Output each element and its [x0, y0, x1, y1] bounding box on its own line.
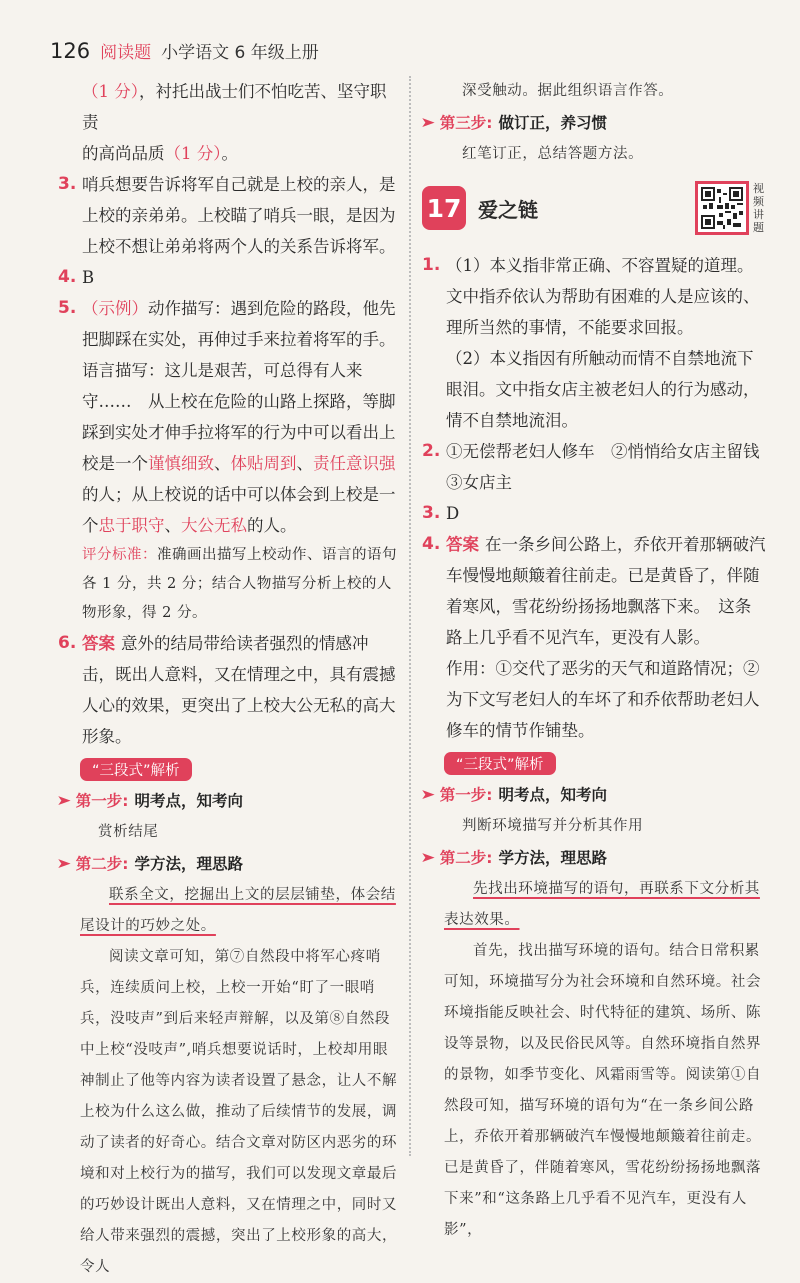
answer-text [446, 529, 767, 653]
answer-text: 。 [221, 144, 238, 163]
answer-text: B [82, 268, 95, 287]
underlined-note: 联系全文，挖掘出上文的层层铺垫，体会结尾设计的巧妙之处。 [80, 887, 396, 934]
step-title: 明考点，知考向 [498, 786, 607, 804]
step-1-note: 赏析结尾 [98, 824, 159, 840]
answer-item-2 [422, 436, 776, 498]
step-2-heading [422, 842, 767, 874]
answer-item-4 [58, 262, 398, 293]
question-number: 4. [422, 534, 441, 554]
arrow-icon: ➤ [56, 793, 72, 809]
key-phrase: 体贴周到 [230, 454, 297, 473]
answer-text: D [446, 504, 460, 523]
lesson-title: 爱之链 [478, 197, 538, 222]
answer-segment: 动作描写：遇到危险的路段，他先把脚踩在实处，再伸过手来拉着将军的手。 语言描写：这儿是艰苦，可总得有人来守…… 从上校在危险的山路上探路，等脚踩到实处才伸手拉将军的行为中可以看出上校是一个 [82, 299, 404, 473]
answer-segment: 的人。 [247, 516, 297, 535]
question-number: 3. [422, 503, 441, 523]
answer-segment: 、 [296, 454, 313, 473]
answer-item-4 [422, 529, 767, 653]
answer-text: 的高尚品质 [82, 144, 165, 163]
step-2-paragraph: 首先，找出描写环境的语句。结合日常积累可知，环境描写分为社会环境和自然环境。社会环境指能反映社会、时代特征的建筑、场所、陈设等景物，以及民俗民风等。自然环境指自然界的景物，如季节变化、风霜雨雪等。阅读第①自然段可知，描写环境的语句为“在一条乡间公路上，乔依开着那辆破汽车慢慢地颠簸着往前走。已是黄昏了，伴随着寒风，雪花纷纷扬扬地飘落下来”和“这条路上几乎看不见汽车，更没有人影”， [444, 943, 762, 1238]
key-phrase: 责任意识强 [313, 454, 396, 473]
analysis-badge: “三段式”解析 [444, 752, 556, 775]
step-2-heading [58, 848, 398, 880]
answer-item-1 [422, 250, 767, 343]
step-2-note [58, 880, 398, 942]
step-label: 第一步: [75, 792, 129, 810]
answer-text: 哨兵想要告诉将军自己就是上校的亲人，是上校的亲弟弟。上校瞄了哨兵一眼，是因为上校不想让弟弟将两个人的关系告诉将军。 [82, 175, 396, 256]
step-2-paragraph: 阅读文章可知，第⑦自然段中将军心疼哨兵，连续质问上校，上校一开始“盯了一眼哨兵，没吱声”到后来轻声辩解，以及第⑧自然段中上校“没吱声”,哨兵想要说话时，上校却用眼神制止了他等内容为读者设置了悬念，让人不解上校为什么这么做，推动了后续情节的发展，调动了读者的好奇心。结合文章对防区内恶劣的环境和对上校行为的描写，我们可以发现文章最后的巧妙设计既出人意料，又在情理之中，同时又给人带来强烈的震撼，突出了上校形象的高大，令人 [80, 949, 398, 1275]
scoring-label: 评分标准： [82, 547, 157, 563]
step-label: 第三步: [439, 114, 493, 132]
answer-item-6 [58, 628, 398, 752]
key-phrase: 大公无私 [181, 516, 247, 535]
answer-body: 意外的结局带给读者强烈的情感冲击，既出人意料，又在情理之中，具有震撼人心的效果，更突出了上校大公无私的高大形象。 [82, 634, 396, 746]
step-3-heading [422, 107, 767, 139]
continuation-note: 深受触动。据此组织语言作答。 [462, 83, 674, 99]
right-column [420, 76, 776, 1246]
section-tag: 阅读题 [100, 43, 152, 63]
question-number: 5. [58, 298, 77, 318]
qr-pattern [701, 187, 743, 229]
step-3-note: 红笔订正，总结答题方法。 [462, 146, 644, 162]
answer-item-5 [58, 293, 404, 541]
step-label: 第二步: [75, 855, 129, 873]
step-1-heading [422, 779, 767, 811]
arrow-icon: ➤ [420, 787, 436, 803]
step-1-heading [58, 785, 398, 817]
answer-text [82, 628, 398, 752]
step-2-note [422, 874, 767, 936]
step-title: 明考点，知考向 [134, 792, 243, 810]
answer-item-1-part-2: （2）本义指因有所触动而情不自禁地流下眼泪。文中指女店主被老妇人的行为感动，情不自禁地流泪。 [446, 349, 760, 430]
page-number: 126 [50, 39, 91, 63]
previous-answer-continuation [58, 76, 398, 169]
answer-text: ，衬托出战士们不怕吃苦、坚守职责 [82, 82, 387, 132]
answer-item-4-effect: 作用：①交代了恶劣的天气和道路情况；②为下文写老妇人的车坏了和乔依帮助老妇人修车的情节作铺垫。 [446, 659, 760, 740]
question-number: 3. [58, 174, 77, 194]
step-title: 学方法，理思路 [498, 849, 607, 867]
key-phrase: 谨慎细致 [148, 454, 214, 473]
score-mark: （1 分） [164, 144, 222, 163]
example-label: （示例） [82, 299, 148, 318]
arrow-icon: ➤ [56, 856, 72, 872]
step-title: 学方法，理思路 [134, 855, 243, 873]
answer-text [82, 293, 404, 541]
answer-text: （1）本义指非常正确、不容置疑的道理。文中指乔依认为帮助有困难的人是应该的、理所当然的事情，不能要求回报。 [446, 256, 760, 337]
video-lecture-label: 视频讲题 [753, 182, 764, 234]
question-number: 1. [422, 255, 441, 275]
answer-body: 在一条乡间公路上，乔依开着那辆破汽车慢慢地颠簸着往前走。已是黄昏了，伴随着寒风，雪花纷纷扬扬地飘落下来。 这条路上几乎看不见汽车，更没有人影。 [446, 535, 766, 647]
answer-segment: 、 [214, 454, 231, 473]
analysis-badge: “三段式”解析 [80, 758, 192, 781]
lesson-number: 17 [422, 186, 466, 230]
qr-code-icon[interactable] [695, 181, 749, 235]
question-number: 4. [58, 267, 77, 287]
answer-item-3 [422, 498, 767, 529]
question-number: 6. [58, 633, 77, 653]
answer-segment: 、 [164, 516, 181, 535]
question-number: 2. [422, 441, 441, 461]
step-label: 第一步: [439, 786, 493, 804]
scoring-criteria [58, 541, 398, 628]
step-label: 第二步: [439, 849, 493, 867]
answer-item-3 [58, 169, 398, 262]
answer-segment: 的人；从上校说的话中可以体会到上校是一个 [82, 485, 396, 535]
answer-label: 答案 [82, 634, 115, 653]
key-phrase: 忠于职守 [98, 516, 165, 535]
left-column [56, 76, 404, 1283]
answer-label: 答案 [446, 535, 479, 554]
arrow-icon: ➤ [420, 850, 436, 866]
page-header [50, 38, 319, 66]
book-title: 小学语文 6 年级上册 [161, 43, 319, 63]
column-divider [409, 76, 411, 1156]
step-title: 做订正，养习惯 [498, 114, 607, 132]
scoring-text: 准确画出描写上校动作、语言的语句各 1 分，共 2 分；结合人物描写分析上校的人物形象，得 2 分。 [82, 547, 397, 621]
answer-text: ①无偿帮老妇人修车 ②悄悄给女店主留钱 ③女店主 [446, 442, 776, 492]
score-mark: （1 分） [82, 82, 139, 101]
step-1-note: 判断环境描写并分析其作用 [462, 818, 644, 834]
lesson-header [422, 180, 767, 236]
arrow-icon: ➤ [420, 115, 436, 131]
underlined-note: 先找出环境描写的语句，再联系下文分析其表达效果。 [444, 881, 760, 928]
